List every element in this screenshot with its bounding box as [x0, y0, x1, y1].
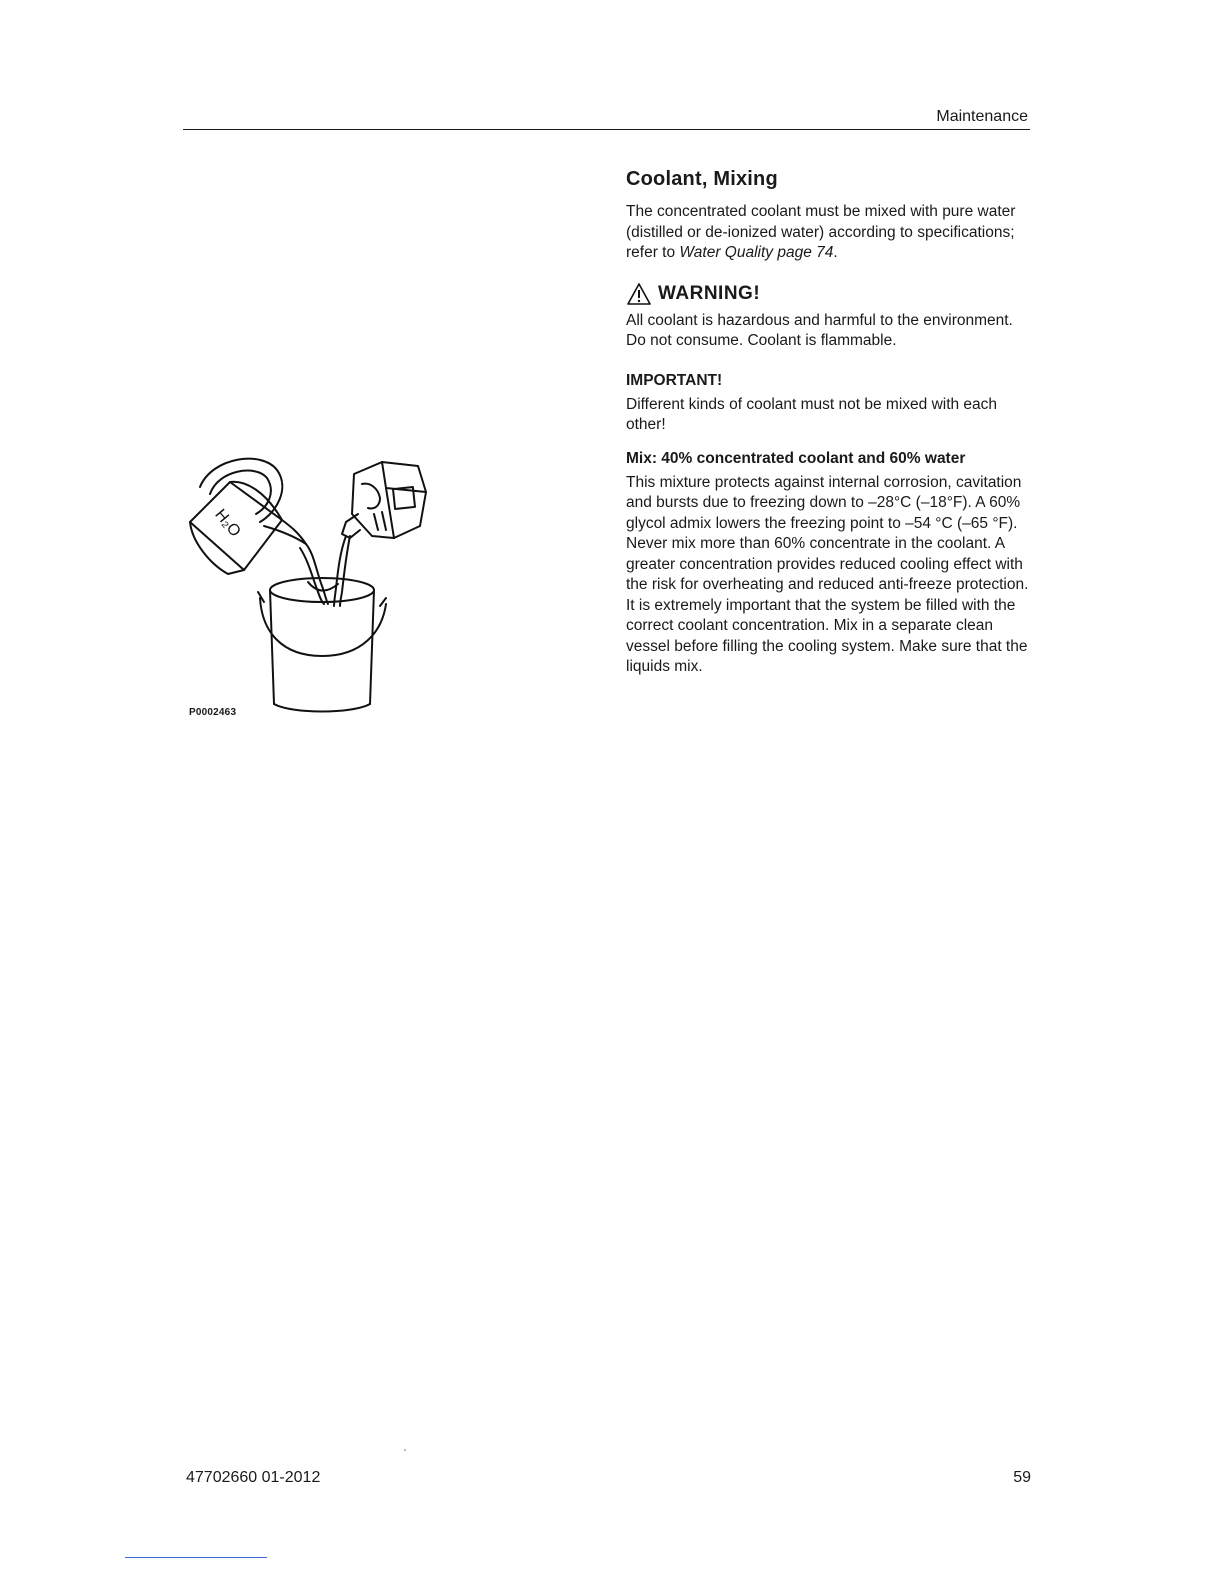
warning-triangle-icon: [626, 282, 652, 306]
figure-code: P0002463: [189, 707, 237, 718]
mix-paragraph-3: It is extremely important that the system be filled with the correct coolant concentration. Mix in a separate clean vessel before filling the cooling system. Make sure that the liquids mix.: [626, 596, 1028, 675]
warning-heading: [626, 282, 1031, 306]
jug-label: H₂O: [211, 506, 244, 541]
mix-paragraph-2: Never mix more than 60% concentrate in the coolant. A greater concentration provides reduced cooling effect with the risk for overheating and reduced anti-freeze protection.: [626, 535, 1029, 593]
water-jug-icon: [190, 459, 306, 574]
intro-suffix: .: [833, 244, 838, 261]
bucket-icon: [258, 578, 386, 712]
intro-paragraph: [626, 202, 1031, 264]
page-title: Coolant, Mixing: [626, 168, 778, 190]
header-section-title: Maintenance: [936, 108, 1028, 125]
main-content: [626, 168, 1031, 678]
coolant-mixing-illustration: [182, 452, 442, 732]
mix-paragraph-1: This mixture protects against internal corrosion, cavitation and bursts due to freezing down to –28°C (–18°F). A 60% glycol admix lowers the freezing point to –54 °C (–65 °F).: [626, 473, 1022, 532]
scan-speck: [404, 1449, 406, 1451]
scan-artifact-line: [125, 1557, 267, 1558]
footer-page-number: 59: [1013, 1469, 1031, 1486]
water-quality-reference: Water Quality page 74: [679, 244, 834, 261]
mix-heading: Mix: 40% concentrated coolant and 60% water: [626, 449, 966, 467]
important-text: Different kinds of coolant must not be mixed with each other!: [626, 395, 998, 433]
header-rule: [183, 129, 1030, 130]
warning-heading-label: WARNING!: [658, 282, 761, 304]
intro-text: The concentrated coolant must be mixed with pure water (distilled or de-ionized water) according to specifications; refer to: [626, 203, 1016, 261]
footer-document-number: 47702660 01-2012: [186, 1469, 321, 1486]
coolant-canister-icon: [342, 462, 426, 538]
warning-text: All coolant is hazardous and harmful to the environment. Do not consume. Coolant is flammable.: [626, 311, 1013, 349]
important-heading: IMPORTANT!: [626, 371, 723, 389]
